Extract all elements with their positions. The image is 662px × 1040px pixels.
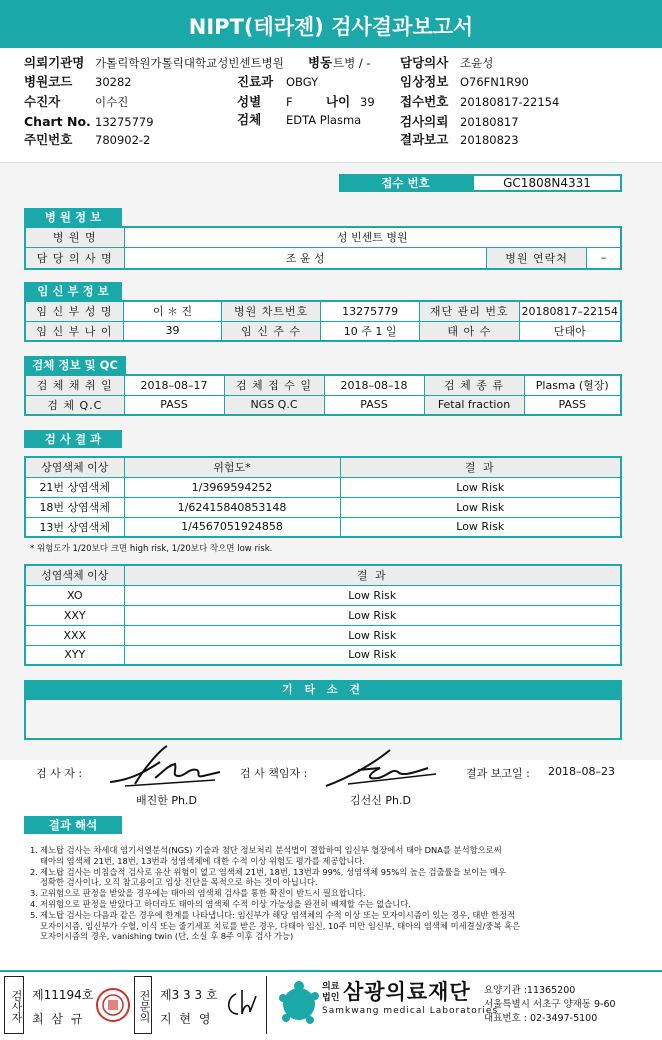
receipt-no-value: 20180817-22154 — [460, 95, 560, 109]
fetal-fraction-label: Fetal fraction — [424, 395, 524, 415]
list-item: 태아의 염색체 21번, 18번, 13번과 성염색체에 대한 수적 이상 위험도 평가를 제공합니다. — [40, 855, 366, 866]
receipt-no-label: 접수번호 — [400, 94, 449, 109]
manager-signature-icon — [318, 744, 438, 790]
hospital-info-table — [24, 226, 622, 270]
autosome-result: Low Risk — [340, 477, 621, 497]
mgmt-no-value: 20180817–22154 — [519, 301, 621, 321]
fetal-fraction-value: PASS — [524, 395, 621, 415]
list-item: 4. 저위험으로 판정을 받았다고 하더라도 태아의 염색체 수적 이상 가능성을 완전히 배제할 수는 없습니다. — [30, 898, 411, 909]
sex-label: 성별 — [237, 94, 262, 109]
legal-1: 의료 — [322, 982, 340, 992]
ngs-qc-value: PASS — [324, 395, 424, 415]
table-row — [25, 625, 621, 645]
chart-label: Chart No. — [24, 114, 91, 129]
list-item: 5. 제노탑 검사는 다음과 같은 경우에 한계를 나타냅니다: 임신부가 해당 염색체의 수적 이상 또는 모자이시즘이 있는 경우, 태반 한정적 — [30, 909, 516, 920]
hospital-code-label: 병원코드 — [24, 74, 73, 89]
ward-value: 트병 / - — [333, 56, 371, 70]
doctor-label: 담당의사 — [400, 55, 449, 70]
table-row — [25, 497, 621, 517]
manager-label: 검 사 책임자 : — [240, 767, 308, 780]
list-item: 정확한 검사이나, 오직 참고용이고 임상 진단을 목적으로 하는 것이 아닙니다. — [40, 877, 318, 888]
rrn-value: 780902-2 — [95, 133, 151, 147]
pregnant-info-table — [24, 300, 622, 342]
interpretation-tab: 결과 해석 — [24, 816, 122, 834]
chart-value: 13275779 — [95, 115, 154, 129]
autosome-name: 21번 상염색체 — [25, 477, 124, 497]
col-autosome-anomaly: 상염색체 이상 — [25, 457, 124, 477]
mgmt-no-label: 재단 관리 번호 — [420, 301, 520, 321]
contact-value: – — [600, 251, 607, 264]
list-item: 1. 제노탑 검사는 차세대 염기서열분석(NGS) 기술과 첨단 정보처리 분석법이 결합하여 임신부 혈장에서 태아 DNA를 분석함으로써 — [30, 845, 502, 855]
specimen-no-label: 접수 번호 — [339, 174, 472, 192]
receive-date-label: 검 체 접 수 일 — [224, 375, 324, 395]
sex-chromosome-table — [24, 564, 622, 666]
autosome-risk: 1/3969594252 — [124, 477, 340, 497]
list-item: 모자이시즘, 임신부가 수혈, 이식 또는 줄기세포 치료를 받은 경우, 다태아 임신, 10주 미만 임신부, 태아의 염색체 미세결실/중복 혹은 — [40, 920, 521, 931]
specimen-label: 검체 — [237, 112, 262, 127]
ngs-qc-label: NGS Q.C — [224, 395, 324, 415]
footer-divider-vertical — [266, 976, 267, 1034]
hospital-chart-value: 13275779 — [321, 301, 420, 321]
other-remarks-body — [24, 700, 622, 740]
contact-cell — [486, 247, 621, 269]
pregnant-name-value: 이 ＊ 진 — [123, 301, 221, 321]
doctor-name-value: 조 윤 성 — [124, 247, 486, 269]
pregnant-age-value: 39 — [123, 321, 221, 341]
specialist-license-no: 제3 3 3 호 — [160, 988, 218, 1002]
sex-chrom-result: Low Risk — [124, 645, 621, 665]
table-row — [25, 605, 621, 625]
specialist-signature-icon — [222, 984, 262, 1024]
ward-label: 병동 — [308, 55, 333, 70]
fetus-count-value: 단태아 — [519, 321, 621, 341]
pregnancy-weeks-value: 10 주 1 일 — [321, 321, 420, 341]
institution-value: 가톨릭학원가톨릭대학교성빈센트병원 — [95, 56, 284, 70]
list-item: 3. 고위험으로 판정을 받았을 경우에는 태아의 염색체 검사를 통한 확진이 반드시 필요합니다. — [30, 888, 366, 899]
risk-footnote: * 위험도가 1/20보다 크면 high risk, 1/20보다 작으면 low risk. — [30, 544, 273, 554]
autosome-result: Low Risk — [340, 517, 621, 537]
specialist-license-name: 지 현 영 — [160, 1012, 213, 1026]
specimen-no-value: GC1808N4331 — [472, 174, 622, 192]
organization-name: 삼광의료재단 — [343, 980, 471, 1004]
autosome-result: Low Risk — [340, 497, 621, 517]
receive-date-value: 2018–08–18 — [324, 375, 424, 395]
address: 서울특별시 서초구 양재동 9-60 — [484, 999, 616, 1010]
other-remarks-header: 기 타 소 견 — [24, 680, 622, 700]
report-date-label: 결과 보고일 : — [466, 767, 530, 780]
tester-license-no: 제11194호 — [32, 988, 94, 1002]
pregnant-age-label: 임 신 부 나 이 — [25, 321, 123, 341]
request-value: 20180817 — [460, 115, 519, 129]
collector-value: 이수진 — [95, 95, 129, 109]
col-sex-result: 결 과 — [124, 565, 621, 585]
sex-chrom-name: XYY — [25, 645, 124, 665]
list-item: 모자이시즘의 경우, vanishing twin (단, 소실 후 8주 이후 검사 가능) — [40, 931, 294, 942]
table-row — [25, 585, 621, 605]
specimen-qc-label: 검 체 Q.C — [25, 395, 124, 415]
pregnant-name-label: 임 신 부 성 명 — [25, 301, 123, 321]
tester-vertical-label: 검사자 — [4, 976, 24, 1034]
collect-date-label: 검 체 채 취 일 — [25, 375, 124, 395]
col-result: 결 과 — [340, 457, 621, 477]
request-label: 검사의뢰 — [400, 114, 449, 129]
doctor-value: 조윤성 — [460, 56, 494, 70]
rrn-label: 주민번호 — [24, 132, 73, 147]
tester-signature-icon — [105, 742, 225, 790]
sex-chrom-name: XXY — [25, 605, 124, 625]
interpretation-list — [30, 845, 620, 942]
clinical-value: O76FN1R90 — [460, 75, 529, 89]
table-row — [25, 645, 621, 665]
agency-code: 요양기관 :11365200 — [484, 985, 576, 996]
tester-license-name: 최 삼 규 — [32, 1012, 85, 1026]
autosome-results-table — [24, 456, 622, 538]
tester-label: 검 사 자 : — [36, 767, 83, 780]
specimen-qc-table — [24, 374, 622, 416]
list-item: 2. 제노탑 검사는 비침습적 검사로 유산 위험이 없고 염색체 21번, 18번, 13번과 99%, 성염색체 95%의 높은 검출률을 보이는 매우 — [30, 866, 506, 877]
hospital-info-tab: 병 원 정 보 — [24, 208, 122, 226]
doctor-name-label: 담 당 의 사 명 — [25, 247, 124, 269]
report-value: 20180823 — [460, 133, 519, 147]
age-value: 39 — [360, 95, 375, 109]
organization-english: Samkwang medical Laboratories — [322, 1006, 499, 1016]
dept-label: 진료과 — [237, 74, 274, 89]
seal-icon — [93, 980, 133, 1030]
contact-subtable — [487, 248, 620, 268]
table-row — [25, 517, 621, 537]
specimen-qc-value: PASS — [124, 395, 224, 415]
sex-value: F — [286, 95, 293, 109]
sex-chrom-result: Low Risk — [124, 625, 621, 645]
autosome-risk: 1/4567051924858 — [124, 517, 340, 537]
col-risk: 위험도* — [124, 457, 340, 477]
specialist-vertical-label: 전문의 — [134, 976, 152, 1034]
specimen-type-value: Plasma (혈장) — [524, 375, 621, 395]
sml-logo-text: SML — [285, 1021, 303, 1030]
specimen-value: EDTA Plasma — [286, 113, 362, 127]
clinical-label: 임상정보 — [400, 74, 449, 89]
age-label: 나이 — [326, 94, 351, 109]
divider — [0, 162, 662, 163]
hospital-code-value: 30282 — [95, 75, 132, 89]
hospital-name-value: 성 빈센트 병원 — [124, 227, 621, 247]
collector-label: 수진자 — [24, 94, 61, 109]
sex-chrom-name: XXX — [25, 625, 124, 645]
sex-chrom-result: Low Risk — [124, 585, 621, 605]
manager-name: 김선신 Ph.D — [350, 794, 411, 807]
report-label: 결과보고 — [400, 132, 449, 147]
specimen-qc-tab: 검체 정보 및 QC — [24, 356, 126, 374]
sex-chrom-result: Low Risk — [124, 605, 621, 625]
specimen-type-label: 검 체 종 류 — [424, 375, 524, 395]
autosome-name: 13번 상염색체 — [25, 517, 124, 537]
institution-label: 의뢰기관명 — [24, 55, 85, 70]
hospital-chart-label: 병원 차트번호 — [222, 301, 321, 321]
sex-chrom-name: XO — [25, 585, 124, 605]
tester-name: 배진한 Ph.D — [136, 794, 197, 807]
table-row — [25, 477, 621, 497]
footer-divider — [0, 970, 662, 972]
phone: 대표번호 : 02-3497-5100 — [484, 1013, 598, 1024]
pregnant-info-tab: 임 신 부 정 보 — [24, 282, 122, 300]
dept-value: OBGY — [286, 75, 319, 89]
results-tab: 검 사 결 과 — [24, 430, 122, 448]
report-date-value: 2018–08–23 — [548, 765, 615, 778]
autosome-risk: 1/62415840853148 — [124, 497, 340, 517]
col-sex-anomaly: 성염색체 이상 — [25, 565, 124, 585]
legal-2: 법인 — [322, 993, 340, 1003]
hospital-name-label: 병 원 명 — [25, 227, 124, 247]
pregnancy-weeks-label: 임 신 주 수 — [222, 321, 321, 341]
autosome-name: 18번 상염색체 — [25, 497, 124, 517]
contact-label: 병원 연락처 — [487, 248, 587, 268]
fetus-count-label: 태 아 수 — [420, 321, 520, 341]
collect-date-value: 2018–08–17 — [124, 375, 224, 395]
report-title: NIPT(테라젠) 검사결과보고서 — [0, 0, 662, 48]
